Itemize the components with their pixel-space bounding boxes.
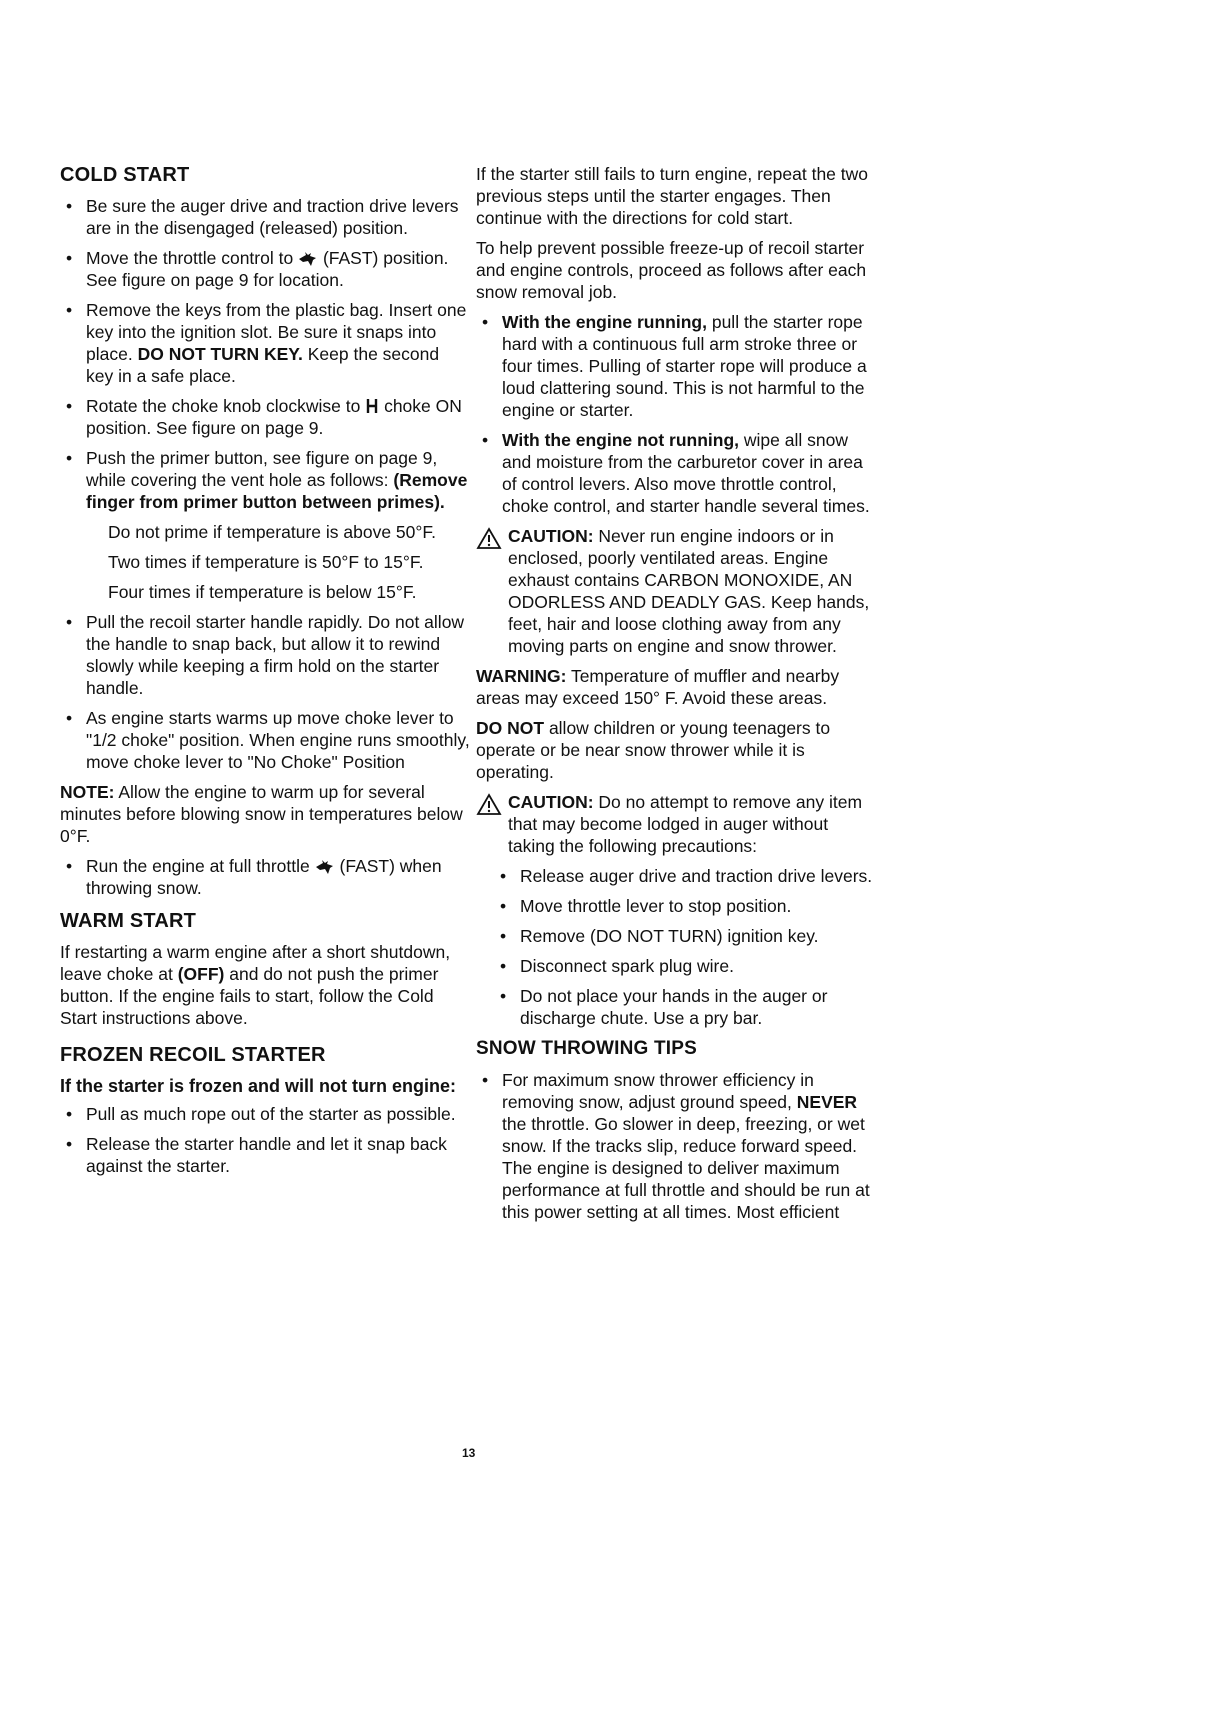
paragraph: If the starter still fails to turn engine, repeat the two previous steps until the starter engages. Then continue with the directions for cold start. <box>476 164 869 228</box>
list-item: • Release the starter handle and let it snap back against the starter. <box>60 1133 470 1177</box>
cold-start-heading: COLD START <box>60 164 190 186</box>
warm-start-paragraph: If restarting a warm engine after a short shutdown, leave choke at (OFF) and do not push the primer button. If the engine fails to start, follow the Cold Start instructions above. <box>60 942 451 1028</box>
paragraph: To help prevent possible freeze-up of recoil starter and engine controls, proceed as follows after each snow removal job. <box>476 238 867 302</box>
left-column <box>60 163 470 1185</box>
choke-on-icon <box>365 397 379 415</box>
frozen-recoil-heading: FROZEN RECOIL STARTER <box>60 1044 326 1066</box>
warning-triangle-icon <box>476 793 502 816</box>
list-item: • Remove the keys from the plastic bag. Insert one key into the ignition slot. Be sure it snaps into place. DO NOT TURN KEY. Keep the second key in a safe place. <box>60 299 470 387</box>
frozen-recoil-steps <box>60 1103 470 1177</box>
list-item: • Run the engine at full throttle (FAST) when throwing snow. <box>60 855 470 899</box>
list-item: • As engine starts warms up move choke lever to "1/2 choke" position. When engine runs smoothly, move choke lever to "No Choke" Position <box>60 707 470 773</box>
list-item: • Push the primer button, see figure on page 9, while covering the vent hole as follows: (Remove finger from primer button between primes). <box>60 447 470 513</box>
list-item: • Pull as much rope out of the starter as possible. <box>60 1103 470 1125</box>
list-item: • For maximum snow thrower efficiency in removing snow, adjust ground speed, NEVER the throttle. Go slower in deep, freezing, or wet snow. If the tracks slip, reduce forward speed. The engine is designed to deliver maximum performance at full throttle and should be run at this power setting at all times. Most efficient <box>476 1069 876 1223</box>
freeze-up-steps <box>476 311 876 517</box>
page-number: 13 <box>462 1446 476 1460</box>
rabbit-fast-icon <box>298 251 318 267</box>
list-item: • Rotate the choke knob clockwise to choke ON position. See figure on page 9. <box>60 395 470 439</box>
cold-start-final-step <box>60 855 470 899</box>
prime-note: Two times if temperature is 50°F to 15°F. <box>108 552 424 572</box>
right-column <box>476 163 876 1231</box>
cold-start-steps <box>60 195 470 513</box>
prime-note: Do not prime if temperature is above 50°F. <box>108 522 436 542</box>
cold-start-steps-continued <box>60 611 470 773</box>
list-item: • Do not place your hands in the auger or discharge chute. Use a pry bar. <box>494 985 876 1029</box>
list-item: • Remove (DO NOT TURN) ignition key. <box>494 925 876 947</box>
do-not-paragraph: DO NOT allow children or young teenagers to operate or be near snow thrower while it is operating. <box>476 718 831 782</box>
list-item: • Release auger drive and traction drive levers. <box>494 865 876 887</box>
frozen-recoil-subheading: If the starter is frozen and will not turn engine: <box>60 1076 457 1096</box>
precautions-list <box>476 865 876 1029</box>
list-item: • Disconnect spark plug wire. <box>494 955 876 977</box>
caution-block <box>476 791 876 857</box>
warning-triangle-icon <box>476 527 502 550</box>
snow-throwing-tips-heading: SNOW THROWING TIPS <box>476 1038 698 1059</box>
list-item: • Move the throttle control to (FAST) position. See figure on page 9 for location. <box>60 247 470 291</box>
rabbit-fast-icon <box>315 859 335 875</box>
list-item: • Move throttle lever to stop position. <box>494 895 876 917</box>
list-item: • Be sure the auger drive and traction drive levers are in the disengaged (released) position. <box>60 195 470 239</box>
note-paragraph: NOTE: Allow the engine to warm up for several minutes before blowing snow in temperatures below 0°F. <box>60 782 463 846</box>
list-item: • With the engine running, pull the starter rope hard with a continuous full arm stroke three or four times. Pulling of starter rope will produce a loud clattering sound. This is not harmful to the engine or starter. <box>476 311 876 421</box>
list-item: • With the engine not running, wipe all snow and moisture from the carburetor cover in area of control levers. Also move throttle control, choke control, and starter handle several times. <box>476 429 876 517</box>
snow-throwing-tips-list <box>476 1069 876 1223</box>
caution-paragraph: CAUTION: Do no attempt to remove any item that may become lodged in auger without taking the following precautions: <box>508 792 863 856</box>
caution-block <box>476 525 876 657</box>
list-item: • Pull the recoil starter handle rapidly. Do not allow the handle to snap back, but allow it to rewind slowly while keeping a firm hold on the starter handle. <box>60 611 470 699</box>
warning-paragraph: WARNING: Temperature of muffler and nearby areas may exceed 150° F. Avoid these areas. <box>476 666 840 708</box>
prime-note: Four times if temperature is below 15°F. <box>108 582 417 602</box>
caution-paragraph: CAUTION: Never run engine indoors or in enclosed, poorly ventilated areas. Engine exhaust contains CARBON MONOXIDE, AN ODORLESS AND DEADLY GAS. Keep hands, feet, hair and loose clothing away from any moving parts on engine and snow thrower. <box>508 526 870 656</box>
warm-start-heading: WARM START <box>60 910 197 932</box>
